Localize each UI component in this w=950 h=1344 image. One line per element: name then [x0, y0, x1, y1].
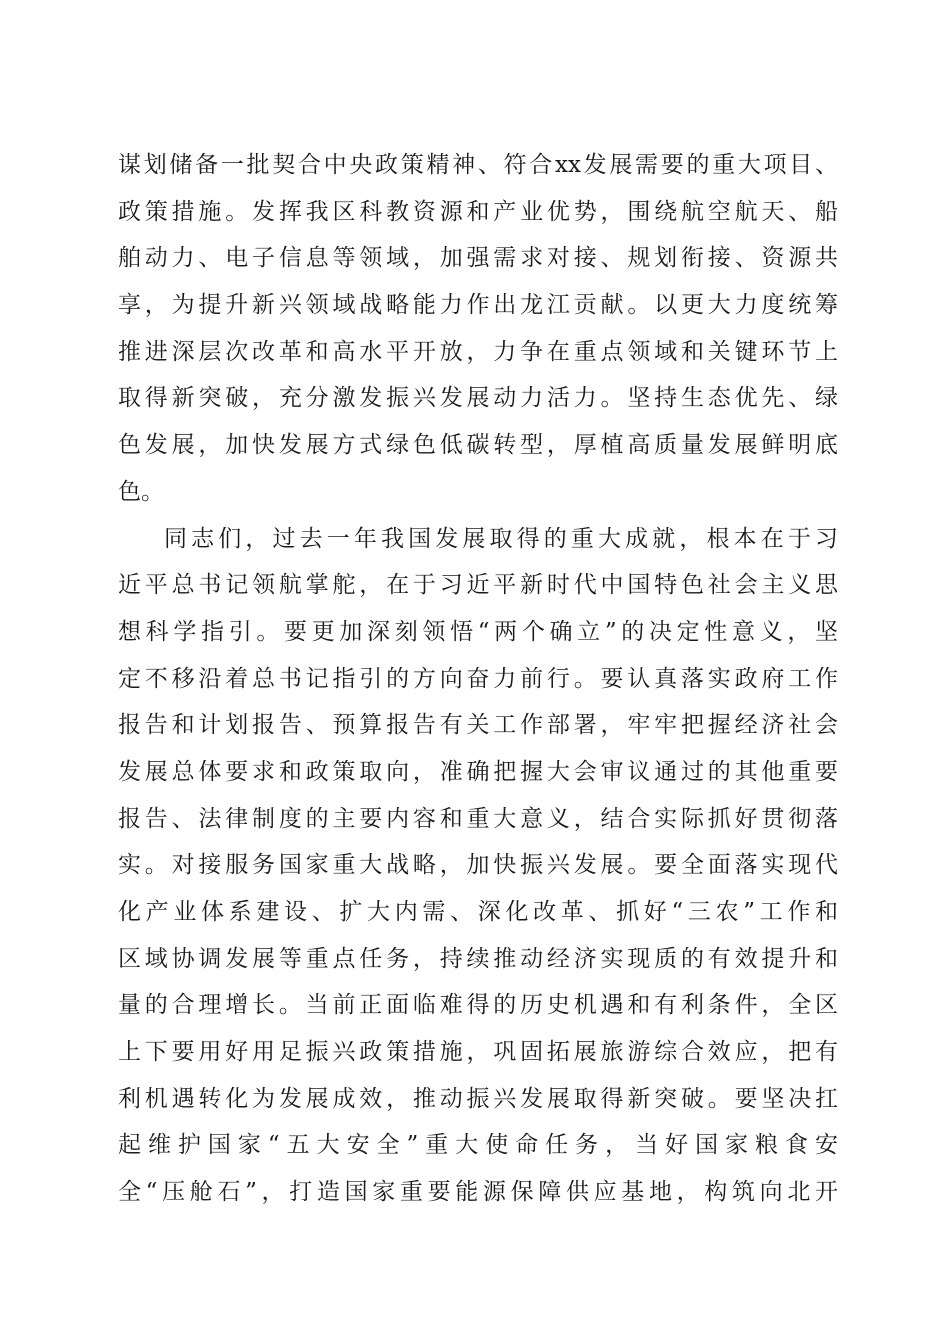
- paragraph-1: [118, 142, 838, 516]
- text-line: 享，为提升新兴领域战略能力作出龙江贡献。以更大力度统筹: [118, 292, 838, 319]
- text-line: 谋划储备一批契合中央政策精神、符合xx发展需要的重大项目、: [118, 152, 838, 178]
- text-line: 同志们，过去一年我国发展取得的重大成就，根本在于习: [164, 525, 838, 552]
- text-line: 色发展，加快发展方式绿色低碳转型，厚植高质量发展鲜明底: [118, 432, 838, 459]
- text-line: 量的合理增长。当前正面临难得的历史机遇和有利条件，全区: [118, 992, 838, 1019]
- text-line: 推进深层次改革和高水平开放，力争在重点领域和关键环节上: [118, 338, 838, 365]
- text-line: 政策措施。发挥我区科教资源和产业优势，围绕航空航天、船: [118, 198, 838, 225]
- text-line: 取得新突破，充分激发振兴发展动力活力。坚持生态优先、绿: [118, 385, 838, 412]
- text-line: 想科学指引。要更加深刻领悟“两个确立”的决定性意义，坚: [118, 618, 838, 645]
- text-line: 定不移沿着总书记指引的方向奋力前行。要认真落实政府工作: [118, 665, 838, 692]
- text-line: 报告和计划报告、预算报告有关工作部署，牢牢把握经济社会: [118, 712, 838, 739]
- text-line: 起维护国家“五大安全”重大使命任务，当好国家粮食安: [118, 1132, 838, 1159]
- text-line: 近平总书记领航掌舵，在于习近平新时代中国特色社会主义思: [118, 572, 838, 599]
- text-line: 舶动力、电子信息等领域，加强需求对接、规划衔接、资源共: [118, 245, 838, 272]
- text-line: 上下要用好用足振兴政策措施，巩固拓展旅游综合效应，把有: [118, 1039, 838, 1066]
- text-line: 利机遇转化为发展成效，推动振兴发展取得新突破。要坚决扛: [118, 1085, 838, 1112]
- document-body: [118, 142, 838, 1216]
- text-line: 区域协调发展等重点任务，持续推动经济实现质的有效提升和: [118, 945, 838, 972]
- text-line: 色。: [118, 478, 164, 505]
- text-line: 实。对接服务国家重大战略，加快振兴发展。要全面落实现代: [118, 852, 838, 879]
- paragraph-2: [118, 516, 838, 1216]
- text-line: 化产业体系建设、扩大内需、深化改革、抓好“三农”工作和: [118, 899, 838, 925]
- text-line: 发展总体要求和政策取向，准确把握大会审议通过的其他重要: [118, 758, 838, 785]
- text-line: 报告、法律制度的主要内容和重大意义，结合实际抓好贯彻落: [118, 805, 838, 832]
- text-line: 全“压舱石”，打造国家重要能源保障供应基地，构筑向北开: [118, 1179, 838, 1206]
